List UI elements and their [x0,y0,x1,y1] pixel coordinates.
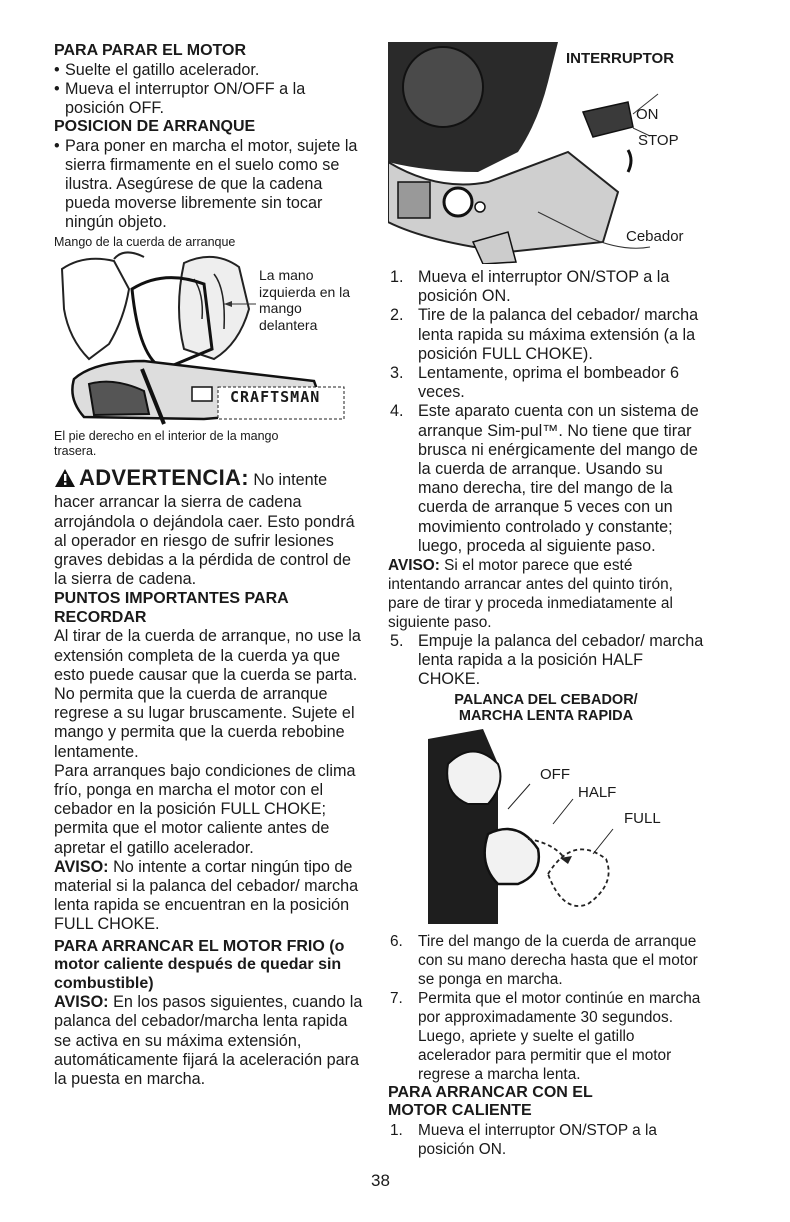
list-item [388,402,704,556]
final-steps-list [388,932,704,1084]
aviso-label: AVISO: [54,857,109,876]
important-points-paragraph-1: Al tirar de la cuerda de arranque, no use la extensión completa de la cuerda ya que esto puede causar que la cuerda se parta. No permita que la cuerda de arranque regrese a su lugar bruscamente. Sujete el mango y permita que la cuerda rebobine lentamente. [54,627,361,761]
step-text: Lentamente, oprima el bombeador 6 veces. [418,364,679,402]
start-position-list [54,137,366,233]
aviso-block [54,993,366,1089]
step-text: Este aparato cuenta con un sistema de arranque Sim-pul™. No tiene que tirar brusca ni enérgicamente del mango de la cuerda de arranque. Usando su mano derecha, tire del mango de la cuerda de arranque 5 veces con un movimiento controlado y constante; luego, proceda al siguiente paso. [418,402,699,555]
list-item [388,632,704,690]
list-item [388,989,704,1084]
aviso-block [54,858,366,935]
lever-caption-line-1: PALANCA DEL CEBADOR/ [454,691,638,708]
warning-title: ADVERTENCIA: [79,465,249,491]
step-text: Tire del mango de la cuerda de arranque con su mano derecha hasta que el motor se ponga en marcha. [418,932,698,988]
step-number: 6. [390,932,403,950]
figure-hand-label: La mano izquierda en la mango delantera [259,267,351,333]
cold-start-heading: PARA ARRANCAR EL MOTOR FRIO (o motor caliente después de quedar sin combustible) [54,937,345,992]
stop-engine-heading: PARA PARAR EL MOTOR [54,42,247,59]
figure-bottom-caption: El pie derecho en el interior de la mango trasera. [54,429,279,458]
page-number: 38 [371,1171,390,1190]
stop-label: STOP [638,132,679,149]
half-label: HALF [578,783,617,801]
step5-list [388,632,704,690]
left-column [54,42,366,1089]
list-item [388,306,704,364]
list-item [388,1121,704,1159]
stop-engine-list [54,61,366,119]
important-points-heading: PUNTOS IMPORTANTES PARA RECORDAR [54,590,289,626]
aviso-text: Si el motor parece que esté intentando arrancar antes del quinto tirón, pare de tirar y proceda inmediatamente al siguiente paso. [388,557,673,632]
warning-block [54,465,366,589]
start-position-heading: POSICION DE ARRANQUE [54,118,256,136]
warm-steps-list [388,1121,704,1159]
aviso-text: No intente a cortar ningún tipo de material si la palanca del cebador/ marcha lenta rapida se encuentran en la posición FULL CHOKE. [54,857,359,934]
aviso-label: AVISO: [388,557,440,575]
step-number: 7. [390,989,403,1007]
figure-top-caption: Mango de la cuerda de arranque [54,234,236,249]
full-label: FULL [624,809,661,827]
choke-label: Cebador [626,228,684,245]
step-text: Empuje la palanca del cebador/ marcha lenta rapida a la posición HALF CHOKE. [418,632,704,689]
important-points-paragraph-2: Para arranques bajo condiciones de clima frío, ponga en marcha el motor con el cebador en la posición FULL CHOKE; permita que el motor caliente antes de apretar el gatillo acelerador. [54,761,356,857]
lever-caption [388,692,704,724]
warning-text: No intente hacer arrancar la sierra de cadena arrojándola o dejándola caer. Esto pondrá al operador en riesgo de sufrir lesiones graves debidas a la pérdida de control de la sierra de cadena. [54,471,355,589]
warm-start-heading: PARA ARRANCAR CON EL MOTOR CALIENTE [388,1083,593,1120]
list-item [388,364,704,402]
warning-icon [54,468,76,493]
list-item [388,268,704,306]
on-label: ON [636,106,659,123]
step-text: Tire de la palanca del cebador/ marcha lenta rapida su máxima extensión (a la posición FULL CHOKE). [418,306,699,363]
list-item: • Mueva el interruptor ON/OFF a la posición OFF. [54,80,366,118]
list-item: • Suelte el gatillo acelerador. [54,61,366,80]
start-steps-list [388,268,704,556]
step-number: 5. [390,632,404,651]
step-number: 1. [390,1121,403,1139]
step-text: Permita que el motor continúe en marcha por approximadamente 30 segundos. Luego, apriete y suelte el gatillo acelerador para permitir que el motor regrese a marcha lenta. [418,989,701,1083]
off-label: OFF [540,765,570,783]
brand-logo: CRAFTSMAN [230,388,321,407]
step-text: Mueva el interruptor ON/STOP a la posición ON. [418,1121,657,1158]
aviso-text: En los pasos siguientes, cuando la palanca del cebador/marcha lenta rapida se activa en su máxima extensión, automáticamente fijará la aceleración para la puesta en marcha. [54,993,363,1088]
aviso-label: AVISO: [54,993,109,1012]
right-column [388,42,704,1159]
switch-figure [388,42,704,264]
choke-lever-figure [388,724,704,924]
list-item: • Para poner en marcha el motor, sujete la sierra firmamente en el suelo como se ilustra. Asegúrese de que la cadena pueda moverse libremente sin tocar ningún objeto. [54,137,366,233]
switch-label: INTERRUPTOR [566,50,675,67]
step-number: 4. [390,402,404,421]
list-item [388,932,704,989]
aviso-block [388,556,704,632]
step-number: 2. [390,306,404,325]
step-number: 3. [390,364,404,383]
chainsaw-start-figure [54,249,366,427]
lever-caption-line-2: MARCHA LENTA RAPIDA [458,707,634,724]
step-number: 1. [390,268,404,286]
step-text: Mueva el interruptor ON/STOP a la posición ON. [418,268,670,306]
